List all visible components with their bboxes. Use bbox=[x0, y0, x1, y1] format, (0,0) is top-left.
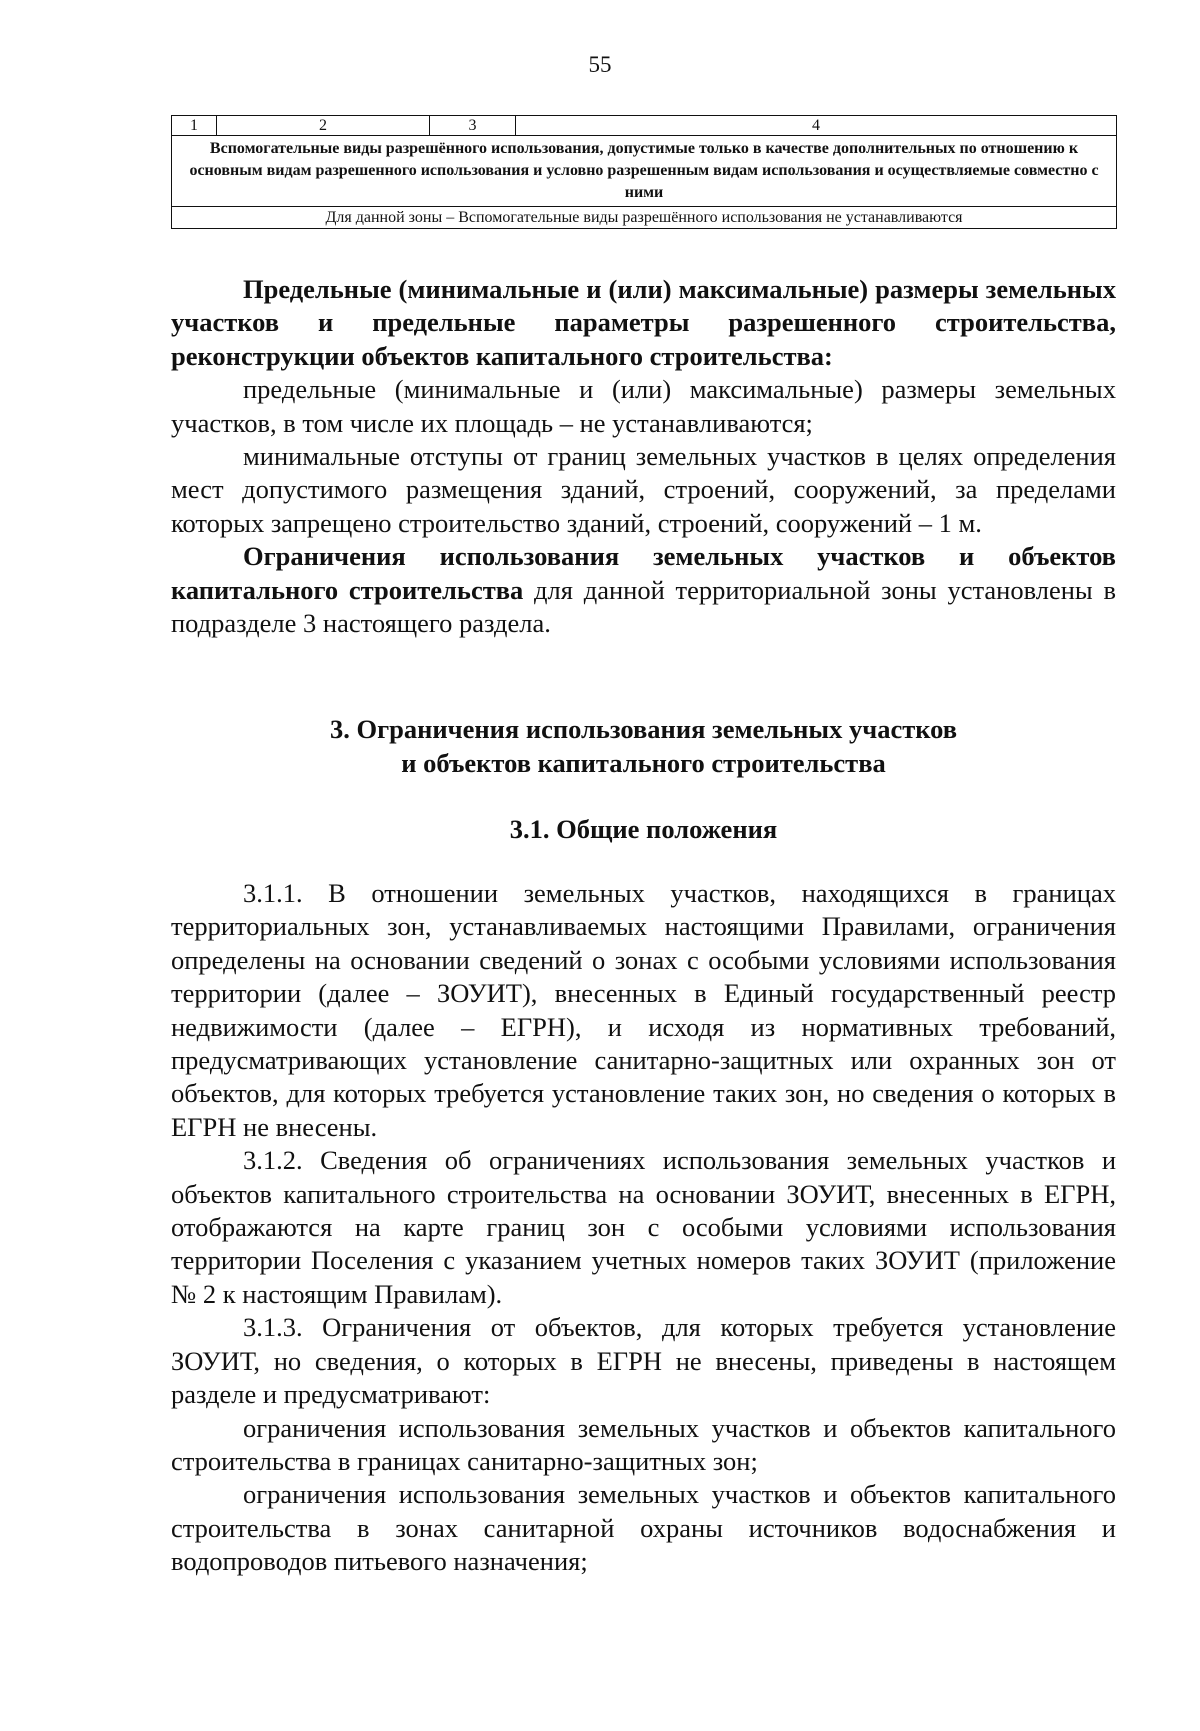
list-item-sanitary-zones: ограничения использования земельных участков и объектов капитального строительства в границах санитарно-защитных зон; bbox=[171, 1412, 1116, 1476]
paragraph-3-1-1: 3.1.1. В отношении земельных участков, находящихся в границах территориальных зон, устанавливаемых настоящими Правилами, ограничения определены на основании сведений о зонах с особыми условиями использования территории (далее – ЗОУИТ), внесенных в Единый государственный реестр недвижимости (далее – ЕГРН), и исходя из нормативных требований, предусматривающих установление санитарно-защитных или охранных зон от объектов, для которых требуется установление таких зон, но сведения о которых в ЕГРН не внесены. bbox=[171, 878, 1116, 1142]
column-number: 4 bbox=[516, 116, 1117, 136]
section-3-title bbox=[171, 712, 1116, 780]
paragraph-3-1-3: 3.1.3. Ограничения от объектов, для которых требуется установление ЗОУИТ, но сведения, о которых в ЕГРН не внесены, приведены в настоящем разделе и предусматривают: bbox=[171, 1312, 1116, 1410]
restrictions-bold: Ограничения использования земельных участков и объектов капитального строительства bbox=[171, 541, 1116, 605]
section-3-1-body bbox=[171, 877, 1116, 1579]
column-number: 3 bbox=[430, 116, 516, 136]
page-number: 55 bbox=[588, 52, 612, 77]
section-3-1-title: 3.1. Общие положения bbox=[509, 814, 778, 844]
limits-item-1: предельные (минимальные и (или) максимальные) размеры земельных участков, в том числе их площадь – не устанавливаются; bbox=[171, 374, 1116, 438]
table-section-heading: Вспомогательные виды разрешённого использования, допустимые только в качестве дополнительных по отношению к основным видам разрешенного использования и условно разрешенным видам использования и осуществляемые совместно с ними bbox=[172, 136, 1117, 207]
table-column-numbers bbox=[172, 116, 1117, 136]
limits-heading: Предельные (минимальные и (или) максимальные) размеры земельных участков и предельные параметры разрешенного строительства, реконструкции объектов капитального строительства: bbox=[171, 274, 1116, 371]
land-use-table bbox=[171, 115, 1117, 229]
column-number: 2 bbox=[217, 116, 430, 136]
table-zone-note: Для данной зоны – Вспомогательные виды разрешённого использования не устанавливаются bbox=[172, 207, 1117, 229]
restrictions-paragraph bbox=[171, 540, 1116, 640]
section-3-title-line-1: 3. Ограничения использования земельных участков bbox=[329, 714, 958, 744]
limits-item-2: минимальные отступы от границ земельных участков в целях определения мест допустимого размещения зданий, строений, сооружений, за пределами которых запрещено строительство зданий, строений, сооружений – 1 м. bbox=[171, 441, 1116, 538]
section-3-title-line-2: и объектов капитального строительства bbox=[401, 748, 886, 778]
column-number: 1 bbox=[172, 116, 217, 136]
limits-section bbox=[171, 273, 1116, 640]
restrictions-rest: для данной территориальной зоны установлены в подразделе 3 настоящего раздела. bbox=[171, 574, 1116, 639]
paragraph-3-1-2: 3.1.2. Сведения об ограничениях использования земельных участков и объектов капитального строительства на основании ЗОУИТ, внесенных в ЕГРН, отображаются на карте границ зон с особыми условиями использования территории Поселения с указанием учетных номеров таких ЗОУИТ (приложение № 2 к настоящим Правилам). bbox=[171, 1145, 1116, 1309]
list-item-water-protection: ограничения использования земельных участков и объектов капитального строительства в зонах санитарной охраны источников водоснабжения и водопроводов питьевого назначения; bbox=[171, 1479, 1116, 1577]
